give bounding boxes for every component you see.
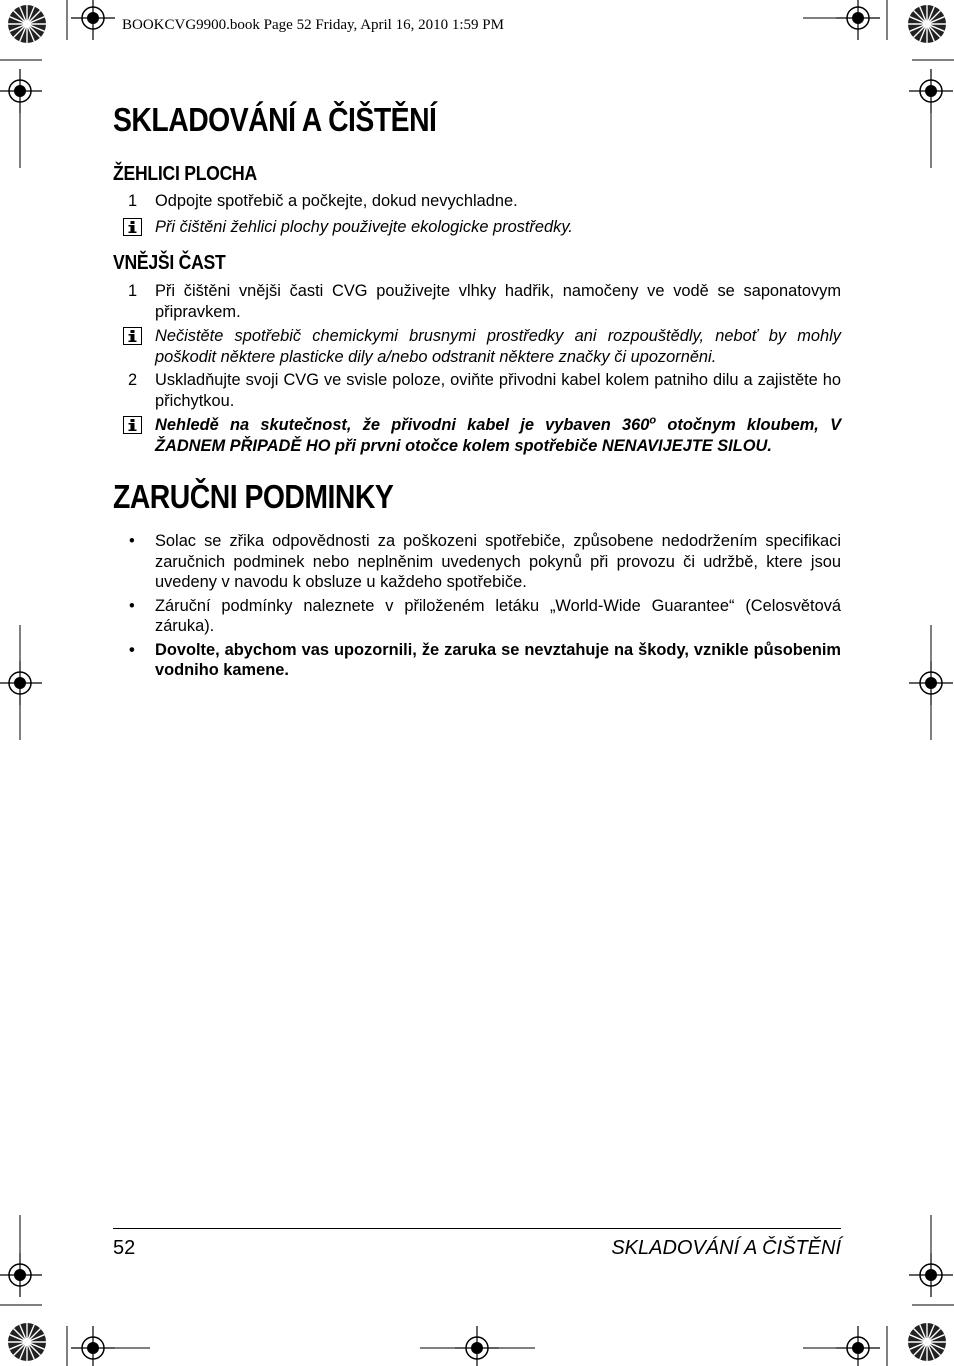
list-item (113, 596, 841, 637)
step-text: Uskladňujte svoji CVG ve svisle poloze, oviňte přivodni kabel kolem patniho dilu a zajistěte ho přichytkou. (155, 371, 841, 410)
note-text: Nečistěte spotřebič chemickymi brusnymi prostředky ani rozpouštědly, neboť by mohly poškodit některe plasticke dily a/nebo odstranit některe značky či upozorněni. (155, 327, 841, 366)
crosshair-icon (455, 1326, 499, 1366)
list-item-text: Dovolte, abychom vas upozornili, že zaruka se nevztahuje na škody, vznikle působenim vodniho kamene. (155, 640, 841, 679)
radial-target-icon (908, 1323, 946, 1361)
step-item (113, 281, 841, 322)
crosshair-icon (0, 69, 42, 113)
note-item (113, 217, 841, 238)
crosshair-icon (836, 0, 880, 40)
crosshair-icon (909, 69, 953, 113)
note-text: Při čištěni žehlici plochy použivejte ekologicke prostředky. (155, 217, 573, 236)
crosshair-icon (909, 1253, 953, 1297)
info-icon (123, 327, 142, 345)
warning-note-text (155, 415, 841, 456)
degree-mark: o (649, 414, 657, 427)
page-number: 52 (113, 1237, 136, 1259)
list-item-text: Solac se zřika odpovědnosti za poškozeni spotřebiče, způsobene nedodržením specifikaci zaručnich podminek nebo neplněnim uvedenych pokynů při provozu či udržbě, ktere jsou uvedeny v navodu k obsluze u každeho spotřebiče. (155, 532, 841, 591)
note-item (113, 326, 841, 367)
bullet-icon: • (129, 640, 135, 659)
step-text: Při čištěni vnějši časti CVG použivejte vlhky hadřik, namočeny ve vodě se saponatovym připravkem. (155, 282, 841, 321)
crosshair-icon (0, 1253, 42, 1297)
step-number: 1 (128, 192, 138, 210)
crosshair-icon (71, 1326, 115, 1366)
warning-text-part: Nehledě na skutečnost, že přivodni kabel je vybaven 360 (155, 416, 650, 434)
step-item (113, 370, 841, 411)
warning-text-part: otočnym kloubem, V ŽADNEM PŘIPADĚ HO při prvni otočce kolem spotřebiče NENAVIJEJTE SILOU. (155, 416, 842, 455)
section-title-storage-cleaning: SKLADOVÁNÍ A ČIŠTĚNÍ (113, 101, 437, 138)
bullet-icon: • (129, 532, 135, 550)
step-number: 2 (128, 371, 138, 389)
radial-target-icon (8, 5, 46, 43)
subsection-title-soleplate: ŽEHLICI PLOCHA (113, 163, 257, 185)
radial-target-icon (908, 5, 946, 43)
bullet-icon: • (129, 596, 135, 615)
print-job-header: BOOKCVG9900.book Page 52 Friday, April 16, 2010 1:59 PM (122, 17, 504, 33)
footer-divider (113, 1228, 841, 1229)
list-item (113, 640, 841, 681)
page-content (113, 100, 841, 681)
info-icon (123, 416, 142, 434)
section-title-warranty: ZARUČNI PODMINKY (113, 478, 394, 515)
radial-target-icon (8, 1323, 46, 1361)
step-text: Odpojte spotřebič a počkejte, dokud nevychladne. (155, 192, 518, 210)
step-item (113, 191, 841, 212)
crosshair-icon (0, 661, 42, 705)
warning-note-item (113, 415, 841, 456)
list-item (113, 531, 841, 593)
info-icon (123, 218, 142, 236)
crosshair-icon (836, 1326, 880, 1366)
subsection-title-exterior: VNĚJŠI ČAST (113, 252, 226, 274)
step-number: 1 (128, 282, 138, 300)
footer-section-title: SKLADOVÁNÍ A ČIŠTĚNÍ (611, 1237, 841, 1259)
crosshair-icon (71, 0, 115, 40)
list-item-text: Záruční podmínky naleznete v přiloženém letáku „World-Wide Guarantee“ (Celosvětová záruka). (155, 596, 841, 635)
